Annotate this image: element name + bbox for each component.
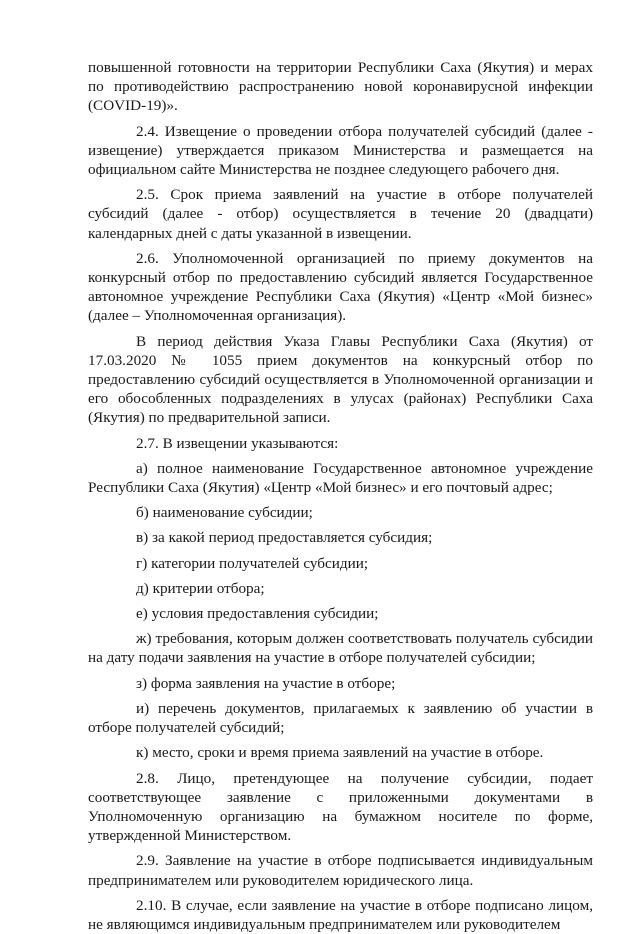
paragraph-decree-period: В период действия Указа Главы Республики Саха (Якутия) от 17.03.2020 № 1055 прием документов на конкурсный отбор по предоставлению субсидий осуществляется в Уполномоченной организации и его обособленных подразделениях в улусах (районах) Республики Саха (Якутия) по предварительной записи.: [88, 332, 593, 427]
paragraph-2-9: 2.9. Заявление на участие в отборе подписывается индивидуальным предпринимателем или руководителем юридического лица.: [88, 852, 593, 889]
list-item-i: и) перечень документов, прилагаемых к заявлению об участии в отборе получателей субсидий;: [88, 699, 593, 737]
paragraph-2-8: 2.8. Лицо, претендующее на получение субсидии, подает соответствующее заявление с приложенными документами в Уполномоченную организацию на бумажном носителе по форме, утвержденной Министерством.: [88, 769, 593, 845]
paragraph-2-7: 2.7. В извещении указываются:: [136, 434, 339, 452]
list-item-zh: ж) требования, которым должен соответствовать получатель субсидии на дату подачи заявления на участие в отборе получателей субсидии;: [88, 630, 593, 667]
paragraph-2-6: 2.6. Уполномоченной организацией по приему документов на конкурсный отбор по предоставлению субсидий является Государственное автономное учреждение Республики Саха (Якутия) «Центр «Мой бизнес» (далее – Уполномоченная организация).: [88, 249, 593, 325]
list-item-a: а) полное наименование Государственное автономное учреждение Республики Саха (Якутия) «Центр «Мой бизнес» и его почтовый адрес;: [88, 459, 593, 497]
paragraph-2-4: 2.4. Извещение о проведении отбора получателей субсидий (далее - извещение) утверждается приказом Министерства и размещается на официальном сайте Министерства не позднее следующего рабочего дня.: [88, 122, 593, 179]
document-page: [88, 58, 593, 934]
list-item-b: б) наименование субсидии;: [136, 504, 313, 522]
paragraph-covid-continuation: повышенной готовности на территории Республики Саха (Якутия) и мерах по противодействию распространению новой коронавирусной инфекции (COVID-19)».: [88, 59, 593, 115]
list-item-k: к) место, сроки и время приема заявлений на участие в отборе.: [136, 744, 544, 762]
list-item-e: е) условия предоставления субсидии;: [136, 605, 379, 623]
paragraph-2-10: 2.10. В случае, если заявление на участие в отборе подписано лицом, не являющимся индивидуальным предпринимателем или руководителем: [88, 896, 593, 933]
list-item-z: з) форма заявления на участие в отборе;: [136, 674, 396, 692]
list-item-d: д) критерии отбора;: [136, 579, 265, 597]
paragraph-2-5: 2.5. Срок приема заявлений на участие в отборе получателей субсидий (далее - отбор) осуществляется в течение 20 (двадцати) календарных дней с даты указанной в извещении.: [88, 186, 593, 242]
list-item-g: г) категории получателей субсидии;: [136, 554, 369, 572]
list-item-v: в) за какой период предоставляется субсидия;: [136, 529, 433, 547]
